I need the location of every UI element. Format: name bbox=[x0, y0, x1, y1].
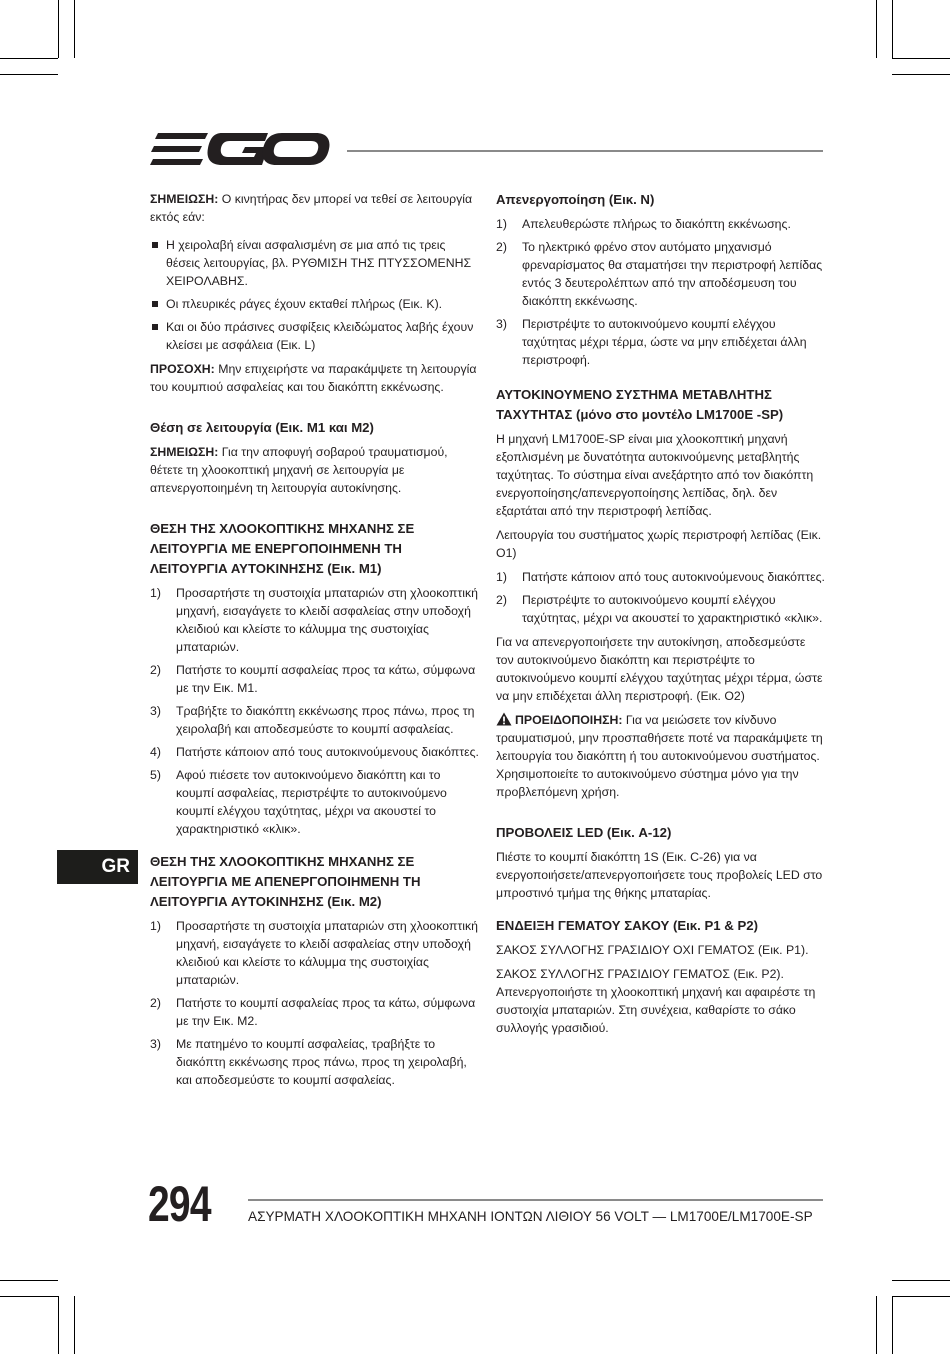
section-title: Θέση σε λειτουργία (Εικ. M1 και M2) bbox=[150, 420, 374, 435]
section-title: ΠΡΟΒΟΛΕΙΣ LED (Εικ. A-12) bbox=[496, 825, 672, 840]
list-item: Οι πλευρικές ράγες έχουν εκταθεί πλήρως (Εικ. K). bbox=[150, 295, 480, 313]
list-item: Και οι δύο πράσινες συσφίξεις κλειδώματος λαβής έχουν κλείσει με ασφάλεια (Εικ. L) bbox=[150, 318, 480, 354]
conditions-list bbox=[150, 236, 480, 354]
list-item: 3) Περιστρέψτε το αυτοκινούμενο κουμπί ελέγχου ταχύτητας μέχρι τέρμα, ώστε να μην επιδέχεται άλλη περιστροφή. bbox=[496, 317, 807, 367]
caution-note: ΠΡΟΣΟΧΗ: Μην επιχειρήστε να παρακάμψετε τη λειτουργία του κουμπιού ασφαλείας και του διακόπτη εκκένωσης. bbox=[150, 362, 477, 394]
warning-icon bbox=[496, 712, 512, 726]
section-title: ΑΥΤΟΚΙΝΟΥΜΕΝΟ ΣΥΣΤΗΜΑ ΜΕΤΑΒΛΗΤΗΣ ΤΑΧΥΤΗΤΑΣ (μόνο στο μοντέλο LM1700E -SP) bbox=[496, 387, 784, 422]
right-column bbox=[496, 190, 826, 1043]
list-item: 2) Πατήστε το κουμπί ασφαλείας προς τα κάτω, σύμφωνα με την Εικ. M1. bbox=[150, 663, 476, 695]
list-item: 3) Τραβήξτε το διακόπτη εκκένωσης προς πάνω, προς τη χειρολαβή και αποδεσμεύστε το κουμπί ασφαλείας. bbox=[150, 704, 475, 736]
list-item: 2) Το ηλεκτρικό φρένο στον αυτόματο μηχανισμό φρεναρίσματος θα σταματήσει την περιστροφή λεπίδας εντός 3 δευτερολέπτων από την αποδέσμευση του διακόπτη εκκένωσης. bbox=[496, 240, 823, 308]
language-tab: GR bbox=[57, 850, 138, 884]
note-self-propel: ΣΗΜΕΙΩΣΗ: Για την αποφυγή σοβαρού τραυματισμού, θέτετε τη χλοοκοπτική μηχανή σε λειτουργία με απενεργοποιημένη τη λειτουργία αυτοκίνησης. bbox=[150, 445, 448, 495]
list-item: 5) Αφού πιέσετε τον αυτοκινούμενο διακόπτη και το κουμπί ασφαλείας, περιστρέψτε το αυτοκινούμενο κουμπί ελέγχου ταχύτητας, μέχρι να ακουστεί το χαρακτηριστικό «κλικ». bbox=[150, 768, 447, 836]
steps-list bbox=[150, 917, 480, 1089]
page-number: 294 bbox=[148, 1176, 211, 1232]
warning-note: ΠΡΟΕΙΔΟΠΟΙΗΣΗ: Για να μειώσετε τον κίνδυνο τραυματισμού, μην προσπαθήσετε ποτέ να παρακάμψετε τη λειτουργία του διακόπτη ή του αυτοκινούμενου συστήματος. Χρησιμοποιείτε το αυτοκινούμενο σύστημα μόνο για την προβλεπόμενη χρήση. bbox=[496, 713, 823, 799]
steps-list bbox=[496, 215, 826, 369]
note-motor: ΣΗΜΕΙΩΣΗ: Ο κινητήρας δεν μπορεί να τεθεί σε λειτουργία εκτός εάν: bbox=[150, 192, 473, 224]
list-item: 1) Πατήστε κάποιον από τους αυτοκινούμενους διακόπτες. bbox=[496, 570, 825, 584]
section-title: ΕΝΔΕΙΞΗ ΓΕΜΑΤΟΥ ΣΑΚΟΥ (Εικ. P1 & P2) bbox=[496, 918, 758, 933]
paragraph: Πιέστε το κουμπί διακόπτη 1S (Εικ. C-26) για να ενεργοποιήσετε/απενεργοποιήσετε τους προβολείς LED στο μπροστινό τμήμα της θήκης μπαταρίας. bbox=[496, 850, 823, 900]
list-item: 3) Με πατημένο το κουμπί ασφαλείας, τραβήξτε το διακόπτη εκκένωσης προς πάνω, προς τη χειρολαβή, και αποδεσμεύστε το κουμπί ασφαλείας. bbox=[150, 1037, 467, 1087]
paragraph: ΣΑΚΟΣ ΣΥΛΛΟΓΗΣ ΓΡΑΣΙΔΙΟΥ ΟΧΙ ΓΕΜΑΤΟΣ (Εικ. P1). bbox=[496, 943, 809, 957]
list-item: 2) Πατήστε το κουμπί ασφαλείας προς τα κάτω, σύμφωνα με την Εικ. M2. bbox=[150, 996, 476, 1028]
list-item: 1) Προσαρτήστε τη συστοιχία μπαταριών στη χλοοκοπτική μηχανή, εισαγάγετε το κλειδί ασφαλείας στην υποδοχή κλειδιού και κλείστε το κάλυμμα της συστοιχίας μπαταριών. bbox=[150, 919, 478, 987]
left-column bbox=[150, 190, 480, 1095]
footer-title: ΑΣΥΡΜΑΤΗ ΧΛΟΟΚΟΠΤΙΚΗ ΜΗΧΑΝΗ ΙΟΝΤΩΝ ΛΙΘΙΟΥ 56 VOLT — LM1700E/LM1700E-SP bbox=[248, 1209, 813, 1224]
section-title: Απενεργοποίηση (Εικ. N) bbox=[496, 192, 655, 207]
list-item: Η χειρολαβή είναι ασφαλισμένη σε μια από τις τρεις θέσεις λειτουργίας, βλ. ΡΥΘΜΙΣΗ ΤΗΣ ΠΤΥΣΣΟΜΕΝΗΣ ΧΕΙΡΟΛΑΒΗΣ. bbox=[150, 236, 480, 290]
ego-logo bbox=[150, 130, 330, 170]
paragraph: ΣΑΚΟΣ ΣΥΛΛΟΓΗΣ ΓΡΑΣΙΔΙΟΥ ΓΕΜΑΤΟΣ (Εικ. P2). Απενεργοποιήστε τη χλοοκοπτική μηχανή και αφαιρέστε τη συστοιχία μπαταριών. Στη συνέχεια, καθαρίστε το σάκο συλλογής γρασιδιού. bbox=[496, 967, 816, 1035]
list-item: 1) Απελευθερώστε πλήρως το διακόπτη εκκένωσης. bbox=[496, 217, 791, 231]
paragraph: Η μηχανή LM1700E-SP είναι μια χλοοκοπτική μηχανή εξοπλισμένη με δυνατότητα αυτοκινούμενης μεταβλητής ταχύτητας. Το σύστημα είναι ανεξάρτητο από τον διακόπτη ενεργοποίησης/απενεργοποίησης λεπίδας, δηλ. δεν εξαρτάται από την περιστροφή λεπίδας. bbox=[496, 432, 814, 518]
steps-list bbox=[496, 568, 826, 627]
section-title: ΘΕΣΗ ΤΗΣ ΧΛΟΟΚΟΠΤΙΚΗΣ ΜΗΧΑΝΗΣ ΣΕ ΛΕΙΤΟΥΡΓΙΑ ΜΕ ΕΝΕΡΓΟΠΟΙΗΜΕΝΗ ΤΗ ΛΕΙΤΟΥΡΓΙΑ ΑΥΤΟΚΙΝΗΣΗΣ (Εικ. M1) bbox=[150, 521, 415, 576]
list-item: 2) Περιστρέψτε το αυτοκινούμενο κουμπί ελέγχου ταχύτητας, μέχρι να ακουστεί το χαρακτηριστικό «κλικ». bbox=[496, 593, 823, 625]
paragraph: Για να απενεργοποιήσετε την αυτοκίνηση, αποδεσμεύστε τον αυτοκινούμενο διακόπτη και περιστρέψτε το αυτοκινούμενο κουμπί ελέγχου ταχύτητας μέχρι τέρμα, ώστε να μην επιδέχεται άλλη περιστροφή. (Εικ. O2) bbox=[496, 635, 823, 703]
section-title: ΘΕΣΗ ΤΗΣ ΧΛΟΟΚΟΠΤΙΚΗΣ ΜΗΧΑΝΗΣ ΣΕ ΛΕΙΤΟΥΡΓΙΑ ΜΕ ΑΠΕΝΕΡΓΟΠΟΙΗΜΕΝΗ ΤΗ ΛΕΙΤΟΥΡΓΙΑ ΑΥΤΟΚΙΝΗΣΗΣ (Εικ. M2) bbox=[150, 854, 421, 909]
list-item: 1) Προσαρτήστε τη συστοιχία μπαταριών στη χλοοκοπτική μηχανή, εισαγάγετε το κλειδί ασφαλείας στην υποδοχή κλειδιού και κλείστε το κάλυμμα της συστοιχίας μπαταριών. bbox=[150, 586, 478, 654]
list-item: 4) Πατήστε κάποιον από τους αυτοκινούμενους διακόπτες. bbox=[150, 745, 479, 759]
header-rule bbox=[347, 150, 823, 152]
steps-list bbox=[150, 584, 480, 838]
paragraph: Λειτουργία του συστήματος χωρίς περιστροφή λεπίδας (Εικ. O1) bbox=[496, 528, 822, 560]
footer-rule bbox=[248, 1199, 823, 1201]
